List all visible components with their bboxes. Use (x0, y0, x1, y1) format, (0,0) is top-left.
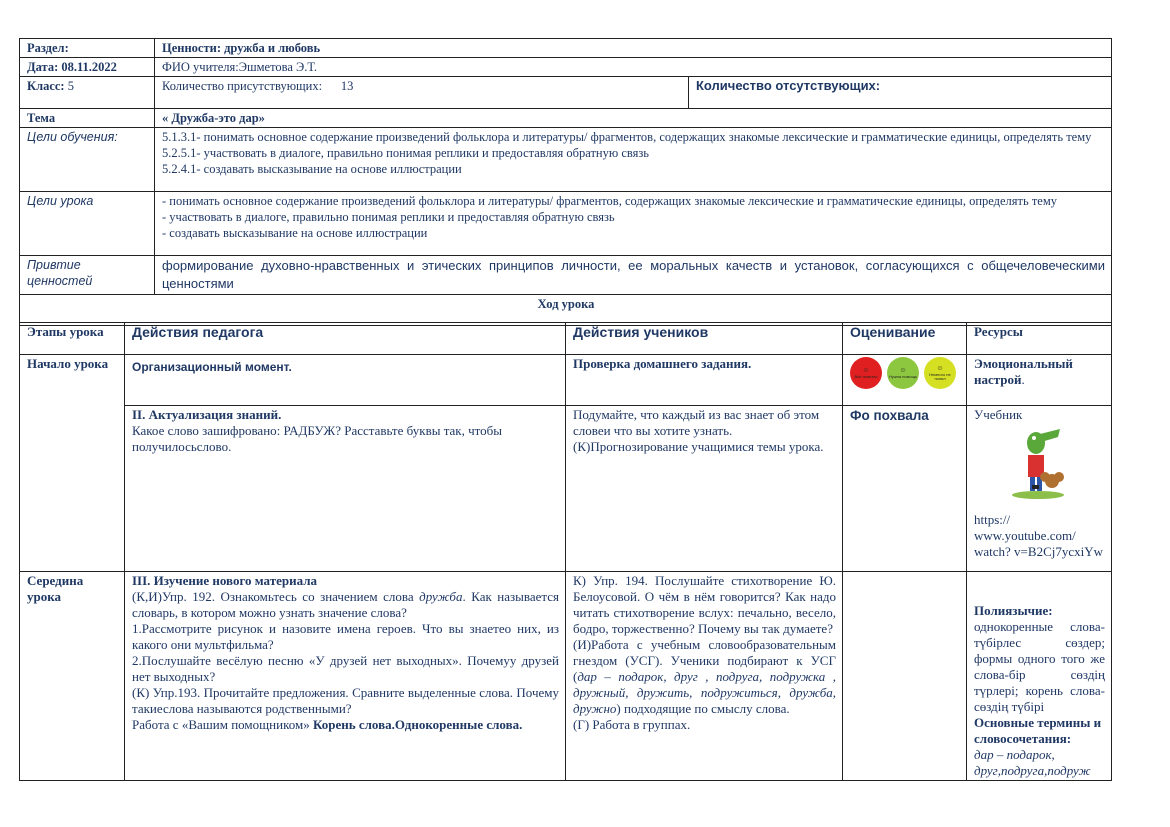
assessment-praise: Фо похвала (843, 406, 967, 572)
actualization-students: Подумайте, что каждый из вас знает об этом словеи что вы хотите узнать. (К)Прогнозирование учащимися темы урока. (566, 406, 843, 572)
lesson-header-table (19, 38, 1112, 326)
lesson-goals-label: Цели урока (20, 192, 155, 256)
present-cell (155, 77, 689, 109)
cartoon-characters-image (1008, 425, 1068, 500)
learning-goal: 5.1.3.1- понимать основное содержание произведений фольклора и литературы/ фрагментов, содержащих знакомые лексические и грамматические единицы, определять тему (162, 130, 1092, 144)
class-label: Класс: (27, 79, 65, 93)
col-teacher: Действия педагога (125, 323, 566, 355)
learning-goals (155, 128, 1112, 192)
word-nest-work: (И)Работа с учебным словообразовательным гнездом (УСГ). Ученики подбирают к УСГ (дар – подарок, друг , подруга, подружка , дружный, дружить, подружиться, дружба, дружно) подходящие по смыслу слова. (573, 637, 836, 716)
theme-value: « Дружба-это дар» (155, 109, 1112, 128)
col-assessment: Оценивание (843, 323, 967, 355)
lesson-goal: - создавать высказывание на основе иллюстрации (162, 226, 428, 240)
teacher-label: ФИО учителя: (162, 60, 239, 74)
learning-goals-label: Цели обучения: (20, 128, 155, 192)
lesson-goal: - понимать основное содержание произведений фольклора и литературы/ фрагментов, содержащих знакомые лексические и грамматические единицы, определять тему (162, 194, 1058, 208)
lesson-progress-title: Ход урока (20, 295, 1112, 326)
new-material-title: III. Изучение нового материала (132, 573, 317, 588)
present-count: 13 (340, 79, 354, 93)
learning-goal: 5.2.4.1- создавать высказывание на основе иллюстрации (162, 162, 462, 176)
emotional-mood: Эмоциональный настрой. (967, 355, 1112, 406)
lesson-goal: - участвовать в диалоге, правильно понимая реплики и предоставляя обратную связь (162, 210, 615, 224)
smiley-green-icon: ☺ Нужна помощь (887, 357, 919, 389)
emotional-mood-label: Эмоциональный настрой (974, 356, 1073, 387)
theme-label: Тема (20, 109, 155, 128)
group-work: (Г) Работа в группах. (573, 717, 691, 732)
stage-start: Начало урока (20, 355, 125, 572)
exercise-193: (К) Упр.193. Прочитайте предложения. Сравните выделенные слова. Почему такиеслова называются родственными? (132, 685, 559, 716)
actualization-title: II. Актуализация знаний. (132, 407, 282, 422)
smiley-assessment (843, 355, 967, 406)
stage-middle: Середина урока (20, 572, 125, 781)
textbook-label: Учебник (974, 407, 1023, 422)
actualization-text: Какое слово зашифровано: РАДБУЖ? Расставьте буквы так, чтобы получилосьслово. (132, 423, 503, 454)
class-value: 5 (67, 79, 74, 93)
terms-title: Основные термины и словосочетания: (974, 715, 1102, 746)
helper-work: Работа с «Вашим помощником» Корень слова.Однокоренные слова. (132, 717, 523, 732)
col-students: Действия учеников (566, 323, 843, 355)
absent-label: Количество отсутствующих: (689, 77, 1112, 109)
learning-goal: 5.2.5.1- участвовать в диалоге, правильно понимая реплики и предоставляя обратную связь (162, 146, 649, 160)
teacher-name: Эшметова Э.Т. (238, 60, 317, 74)
new-material-students (566, 572, 843, 781)
org-moment: Организационный момент. (125, 355, 566, 406)
exercise-192: (К,И)Упр. 192. Ознакомьтесь со значением слова дружба. Как называется словарь, в котором можно узнать значение слова? (132, 589, 559, 620)
values-text: формирование духовно-нравственных и этических принципов личности, ее моральных качеств и установок, согласующихся с общечеловеческими ценностями (155, 256, 1112, 295)
task-2: 2.Послушайте весёлую песню «У друзей нет выходных». Почемуу друзей нет выходных? (132, 653, 559, 684)
smiley-yellow-icon: ☺ Немного не понял (924, 357, 956, 389)
class-cell (20, 77, 155, 109)
date-label: Дата: 08.11.2022 (20, 58, 155, 77)
section-label: Раздел: (20, 39, 155, 58)
polylingual-resources (967, 572, 1112, 781)
col-resources: Ресурсы (967, 323, 1112, 355)
actualization-teacher (125, 406, 566, 572)
values-label: Привтие ценностей (20, 256, 155, 295)
present-label: Количество присутствующих: (162, 79, 323, 93)
polylingual-title: Полиязычие: (974, 603, 1053, 618)
smiley-red-icon: ☺ Всё понятно (850, 357, 882, 389)
polylingual-text: однокоренные слова-түбірлес сөздер; формы одного того же слова-бір сөздің түрлері; корень слова-сөздің түбірі (974, 619, 1105, 714)
teacher-cell (155, 58, 1112, 77)
assessment-empty (843, 572, 967, 781)
task-1: 1.Рассмотрите рисунок и назовите имена героев. Что вы знаетео них, из какого они мультфильма? (132, 621, 559, 652)
section-value: Ценности: дружба и любовь (155, 39, 1112, 58)
new-material-teacher (125, 572, 566, 781)
terms-text: дар – подарок, друг,подруга,подруж (974, 747, 1091, 778)
youtube-link[interactable]: https:// www.youtube.com/ watch? v=B2Cj7ycxiYw (974, 512, 1104, 559)
lesson-stages-table (19, 322, 1112, 781)
exercise-194: К) Упр. 194. Послушайте стихотворение Ю. Белоусовой. О чём в нём говорится? Как надо читать стихотворение вслух: печально, весело, бодро, торжественно? Почему вы так думаете? (573, 573, 836, 636)
homework-check: Проверка домашнего задания. (566, 355, 843, 406)
resources-textbook (967, 406, 1112, 572)
col-stages: Этапы урока (20, 323, 125, 355)
lesson-goals (155, 192, 1112, 256)
